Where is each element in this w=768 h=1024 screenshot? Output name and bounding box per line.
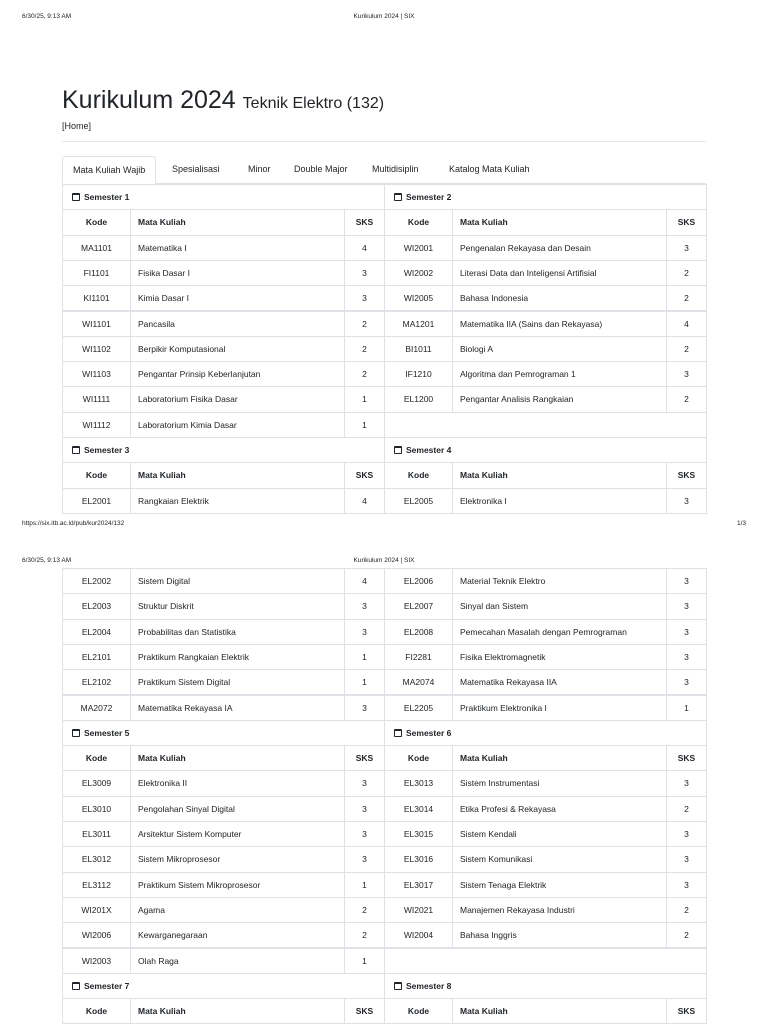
semester-label: Semester 2 [406, 192, 452, 202]
tab-spesialisasi[interactable]: Spesialisasi [172, 164, 220, 174]
course-credits: 2 [344, 922, 385, 948]
course-credits: 3 [666, 669, 707, 695]
course-code: EL3012 [62, 846, 131, 872]
course-name: Bahasa Indonesia [452, 285, 667, 311]
course-name: Kimia Dasar I [130, 285, 345, 311]
course-credits: 3 [344, 695, 385, 721]
course-name: Pancasila [130, 311, 345, 337]
calendar-icon [72, 193, 80, 201]
course-code: EL2007 [384, 593, 453, 619]
course-code: EL2008 [384, 619, 453, 645]
col-header-kode: Kode [384, 998, 453, 1024]
course-credits: 1 [344, 412, 385, 438]
course-credits: 3 [344, 846, 385, 872]
semester-label: Semester 6 [406, 727, 452, 738]
col-header-mata-kuliah: Mata Kuliah [130, 745, 345, 771]
course-name: Laboratorium Fisika Dasar [130, 386, 345, 412]
course-code: IF1210 [384, 361, 453, 387]
course-code: MA2074 [384, 669, 453, 695]
empty-cell [384, 412, 707, 438]
course-credits: 3 [666, 361, 707, 387]
course-name: Kewarganegaraan [130, 922, 345, 948]
course-name: Pengantar Prinsip Keberlanjutan [130, 361, 345, 387]
page-title-main: Kurikulum 2024 [62, 86, 236, 114]
course-code: FI1101 [62, 260, 131, 286]
course-credits: 1 [344, 948, 385, 974]
course-name: Laboratorium Kimia Dasar [130, 412, 345, 438]
course-name: Pengenalan Rekayasa dan Desain [452, 235, 667, 261]
course-name: Sistem Komunikasi [452, 846, 667, 872]
course-code: EL3009 [62, 770, 131, 796]
course-name: Algoritma dan Pemrograman 1 [452, 361, 667, 387]
page-subtitle: Teknik Elektro (132) [242, 95, 385, 112]
tab-mata-kuliah-wajib[interactable]: Mata Kuliah Wajib [62, 156, 156, 184]
course-name: Praktikum Sistem Digital [130, 669, 345, 695]
course-code: WI1111 [62, 386, 131, 412]
course-name: Sistem Tenaga Elektrik [452, 872, 667, 898]
tab-multidisiplin[interactable]: Multidisiplin [372, 164, 419, 174]
course-credits: 1 [344, 644, 385, 670]
course-name: Material Teknik Elektro [452, 568, 667, 594]
semester-label: Semester 3 [84, 445, 130, 455]
course-credits: 3 [666, 644, 707, 670]
page-title [62, 86, 384, 115]
course-code: WI201X [62, 897, 131, 923]
print-header-1 [0, 13, 768, 27]
course-code: WI1101 [62, 311, 131, 337]
course-code: EL3011 [62, 821, 131, 847]
course-credits: 1 [344, 872, 385, 898]
semester-label: Semester 5 [84, 727, 130, 738]
course-code: EL1200 [384, 386, 453, 412]
course-code: WI2004 [384, 922, 453, 948]
col-header-sks: SKS [666, 462, 707, 488]
course-credits: 1 [344, 386, 385, 412]
course-name: Fisika Elektromagnetik [452, 644, 667, 670]
course-code: EL2003 [62, 593, 131, 619]
course-name: Bahasa Inggris [452, 922, 667, 948]
course-credits: 3 [666, 593, 707, 619]
course-credits: 4 [344, 235, 385, 261]
course-name: Sistem Kendali [452, 821, 667, 847]
course-code: EL2005 [384, 488, 453, 514]
course-code: EL3013 [384, 770, 453, 796]
course-code: EL3112 [62, 872, 131, 898]
semester-label: Semester 7 [84, 980, 130, 991]
print-url: https://six.itb.ac.id/pub/kur2024/132 [22, 520, 125, 527]
semester-label: Semester 8 [406, 980, 452, 991]
course-credits: 4 [344, 568, 385, 594]
col-header-mata-kuliah: Mata Kuliah [130, 998, 345, 1024]
col-header-kode: Kode [62, 998, 131, 1024]
calendar-icon [394, 729, 402, 737]
course-code: EL3016 [384, 846, 453, 872]
course-credits: 3 [666, 568, 707, 594]
course-code: MA1101 [62, 235, 131, 261]
print-page-number: 1/3 [736, 520, 746, 527]
course-name: Sistem Mikroprosesor [130, 846, 345, 872]
course-credits: 2 [666, 336, 707, 362]
course-name: Fisika Dasar I [130, 260, 345, 286]
divider [62, 141, 706, 142]
col-header-mata-kuliah: Mata Kuliah [452, 998, 667, 1024]
semester-heading [62, 973, 385, 999]
course-credits: 3 [344, 770, 385, 796]
course-credits: 3 [344, 821, 385, 847]
print-datetime-2: 6/30/25, 9:13 AM [22, 557, 72, 564]
semester-label: Semester 4 [406, 445, 452, 455]
course-credits: 2 [666, 285, 707, 311]
course-credits: 3 [666, 872, 707, 898]
course-code: FI2281 [384, 644, 453, 670]
col-header-sks: SKS [344, 462, 385, 488]
course-credits: 3 [344, 260, 385, 286]
course-credits: 2 [666, 386, 707, 412]
course-code: EL3017 [384, 872, 453, 898]
col-header-kode: Kode [384, 745, 453, 771]
course-code: EL2205 [384, 695, 453, 721]
course-credits: 3 [344, 796, 385, 822]
col-header-mata-kuliah: Mata Kuliah [130, 462, 345, 488]
course-code: WI1112 [62, 412, 131, 438]
course-name: Arsitektur Sistem Komputer [130, 821, 345, 847]
empty-cell [384, 948, 707, 974]
course-code: EL2101 [62, 644, 131, 670]
home-link[interactable]: [Home] [62, 121, 92, 131]
calendar-icon [72, 982, 80, 990]
course-name: Etika Profesi & Rekayasa [452, 796, 667, 822]
course-code: EL2002 [62, 568, 131, 594]
course-name: Probabilitas dan Statistika [130, 619, 345, 645]
course-name: Sistem Instrumentasi [452, 770, 667, 796]
course-name: Matematika IIA (Sains dan Rekayasa) [452, 311, 667, 337]
col-header-kode: Kode [62, 745, 131, 771]
course-name: Praktikum Elektronika I [452, 695, 667, 721]
course-code: EL2004 [62, 619, 131, 645]
course-name: Matematika I [130, 235, 345, 261]
course-name: Praktikum Sistem Mikroprosesor [130, 872, 345, 898]
col-header-sks: SKS [666, 745, 707, 771]
semester-heading [384, 720, 707, 746]
course-name: Elektronika I [452, 488, 667, 514]
course-name: Olah Raga [130, 948, 345, 974]
course-name: Matematika Rekayasa IA [130, 695, 345, 721]
course-code: WI2021 [384, 897, 453, 923]
course-name: Pemecahan Masalah dengan Pemrograman [452, 619, 667, 645]
course-code: EL2001 [62, 488, 131, 514]
course-code: EL3015 [384, 821, 453, 847]
course-code: EL2006 [384, 568, 453, 594]
print-datetime: 6/30/25, 9:13 AM [22, 13, 72, 20]
course-code: MA2072 [62, 695, 131, 721]
course-code: MA1201 [384, 311, 453, 337]
col-header-mata-kuliah: Mata Kuliah [452, 745, 667, 771]
course-credits: 2 [344, 897, 385, 923]
course-credits: 2 [666, 796, 707, 822]
course-name: Struktur Diskrit [130, 593, 345, 619]
course-code: WI2003 [62, 948, 131, 974]
course-name: Biologi A [452, 336, 667, 362]
course-code: WI2002 [384, 260, 453, 286]
course-name: Agama [130, 897, 345, 923]
course-code: EL3014 [384, 796, 453, 822]
course-code: WI2005 [384, 285, 453, 311]
course-credits: 2 [344, 336, 385, 362]
course-credits: 3 [666, 821, 707, 847]
course-name: Sistem Digital [130, 568, 345, 594]
course-credits: 4 [666, 311, 707, 337]
calendar-icon [394, 982, 402, 990]
col-header-sks: SKS [344, 998, 385, 1024]
course-name: Praktikum Rangkaian Elektrik [130, 644, 345, 670]
col-header-kode: Kode [62, 209, 131, 235]
course-name: Literasi Data dan Inteligensi Artifisial [452, 260, 667, 286]
semester-heading [62, 184, 385, 210]
semester-label: Semester 1 [84, 192, 130, 202]
course-credits: 3 [344, 285, 385, 311]
course-name: Manajemen Rekayasa Industri [452, 897, 667, 923]
col-header-mata-kuliah: Mata Kuliah [130, 209, 345, 235]
course-code: BI1011 [384, 336, 453, 362]
course-code: WI1103 [62, 361, 131, 387]
course-credits: 3 [344, 619, 385, 645]
course-name: Sinyal dan Sistem [452, 593, 667, 619]
semester-heading [384, 973, 707, 999]
course-code: EL2102 [62, 669, 131, 695]
calendar-icon [72, 446, 80, 454]
course-credits: 3 [666, 770, 707, 796]
print-doc-title-2: Kurikulum 2024 | SIX [353, 557, 415, 564]
course-credits: 2 [666, 897, 707, 923]
course-credits: 4 [344, 488, 385, 514]
course-name: Berpikir Komputasional [130, 336, 345, 362]
course-credits: 3 [666, 235, 707, 261]
course-credits: 3 [344, 593, 385, 619]
course-credits: 2 [666, 260, 707, 286]
col-header-mata-kuliah: Mata Kuliah [452, 462, 667, 488]
course-name: Rangkaian Elektrik [130, 488, 345, 514]
semester-heading [384, 184, 707, 210]
col-header-kode: Kode [384, 209, 453, 235]
course-name: Matematika Rekayasa IIA [452, 669, 667, 695]
course-credits: 2 [344, 311, 385, 337]
course-code: WI2001 [384, 235, 453, 261]
col-header-sks: SKS [666, 998, 707, 1024]
course-code: EL3010 [62, 796, 131, 822]
print-doc-title: Kurikulum 2024 | SIX [353, 13, 415, 20]
col-header-kode: Kode [384, 462, 453, 488]
print-footer-1 [0, 520, 768, 532]
course-name: Pengantar Analisis Rangkaian [452, 386, 667, 412]
calendar-icon [394, 446, 402, 454]
course-credits: 3 [666, 619, 707, 645]
col-header-sks: SKS [666, 209, 707, 235]
tab-double-major[interactable]: Double Major [294, 164, 348, 174]
semester-heading [62, 720, 385, 746]
course-code: WI1102 [62, 336, 131, 362]
course-credits: 2 [344, 361, 385, 387]
course-name: Elektronika II [130, 770, 345, 796]
tab-katalog-mata-kuliah[interactable]: Katalog Mata Kuliah [449, 164, 530, 174]
semester-heading [62, 437, 385, 463]
course-credits: 3 [666, 846, 707, 872]
course-code: WI2006 [62, 922, 131, 948]
tab-minor[interactable]: Minor [248, 164, 271, 174]
tab-bar [62, 156, 706, 184]
course-credits: 1 [666, 695, 707, 721]
col-header-mata-kuliah: Mata Kuliah [452, 209, 667, 235]
course-credits: 1 [344, 669, 385, 695]
col-header-sks: SKS [344, 745, 385, 771]
course-code: KI1101 [62, 285, 131, 311]
calendar-icon [72, 729, 80, 737]
col-header-sks: SKS [344, 209, 385, 235]
col-header-kode: Kode [62, 462, 131, 488]
course-credits: 3 [666, 488, 707, 514]
semester-heading [384, 437, 707, 463]
course-name: Pengolahan Sinyal Digital [130, 796, 345, 822]
calendar-icon [394, 193, 402, 201]
course-credits: 2 [666, 922, 707, 948]
